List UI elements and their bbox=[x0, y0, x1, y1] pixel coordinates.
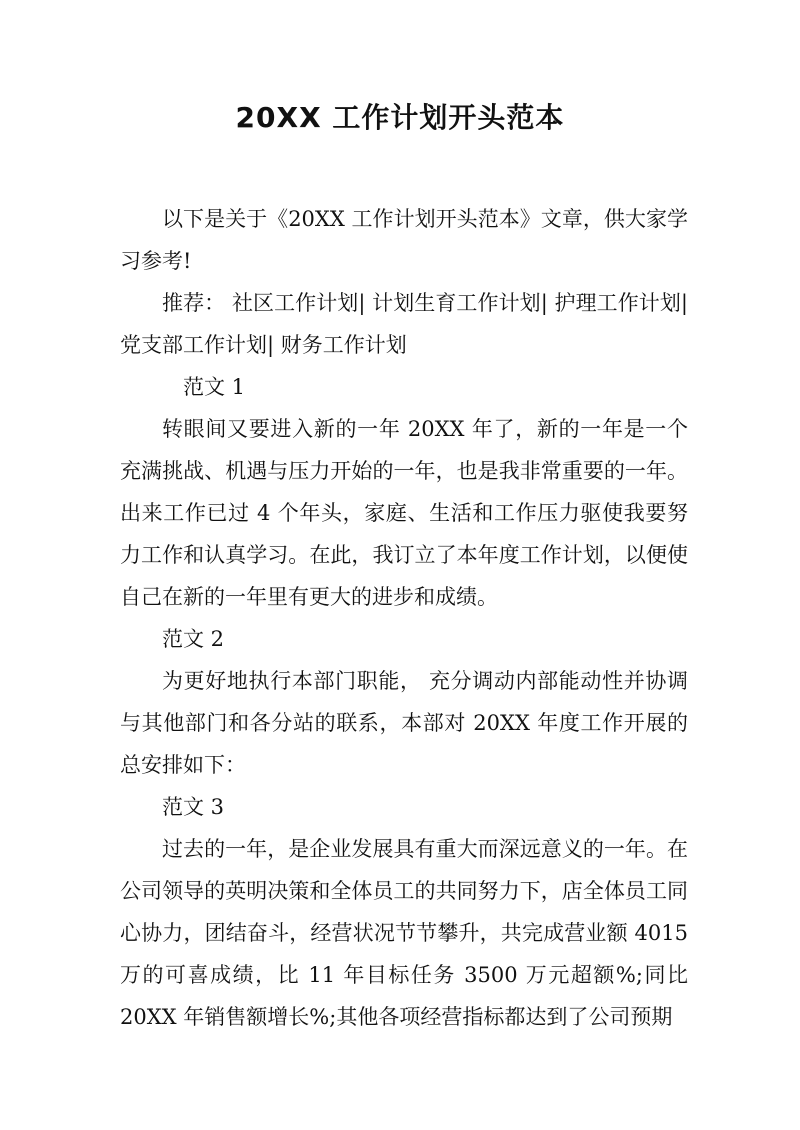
intro-paragraph: 以下是关于《20XX 工作计划开头范本》文章，供大家学习参考! bbox=[120, 207, 688, 273]
document-title: 20XX 工作计划开头范本 bbox=[235, 101, 565, 134]
document-body bbox=[120, 198, 688, 1038]
sample-3-paragraph: 过去的一年，是企业发展具有重大而深远意义的一年。在公司领导的英明决策和全体员工的共同努力下，店全体员工同心协力，团结奋斗，经营状况节节攀升，共完成营业额 4015 万的可喜成绩，比 11 年目标任务 3500 万元超额%;同比 20XX 年销售额增长%;其他各项经营指标都达到了公司预期 bbox=[120, 837, 688, 1029]
sample-2-heading: 范文 2 bbox=[162, 627, 225, 651]
sample-2-paragraph: 为更好地执行本部门职能， 充分调动内部能动性并协调与其他部门和各分站的联系，本部对 20XX 年度工作开展的总安排如下： bbox=[120, 669, 688, 777]
sample-3-heading: 范文 3 bbox=[162, 795, 225, 819]
recommendation-paragraph: 推荐： 社区工作计划| 计划生育工作计划| 护理工作计划| 党支部工作计划| 财务工作计划 bbox=[120, 291, 688, 357]
sample-1-paragraph: 转眼间又要进入新的一年 20XX 年了，新的一年是一个充满挑战、机遇与压力开始的一年，也是我非常重要的一年。出来工作已过 4 个年头，家庭、生活和工作压力驱使我要努力工作和认真学习。在此，我订立了本年度工作计划，以便使自己在新的一年里有更大的进步和成绩。 bbox=[120, 417, 688, 609]
sample-1-heading: 范文 1 bbox=[183, 375, 246, 399]
